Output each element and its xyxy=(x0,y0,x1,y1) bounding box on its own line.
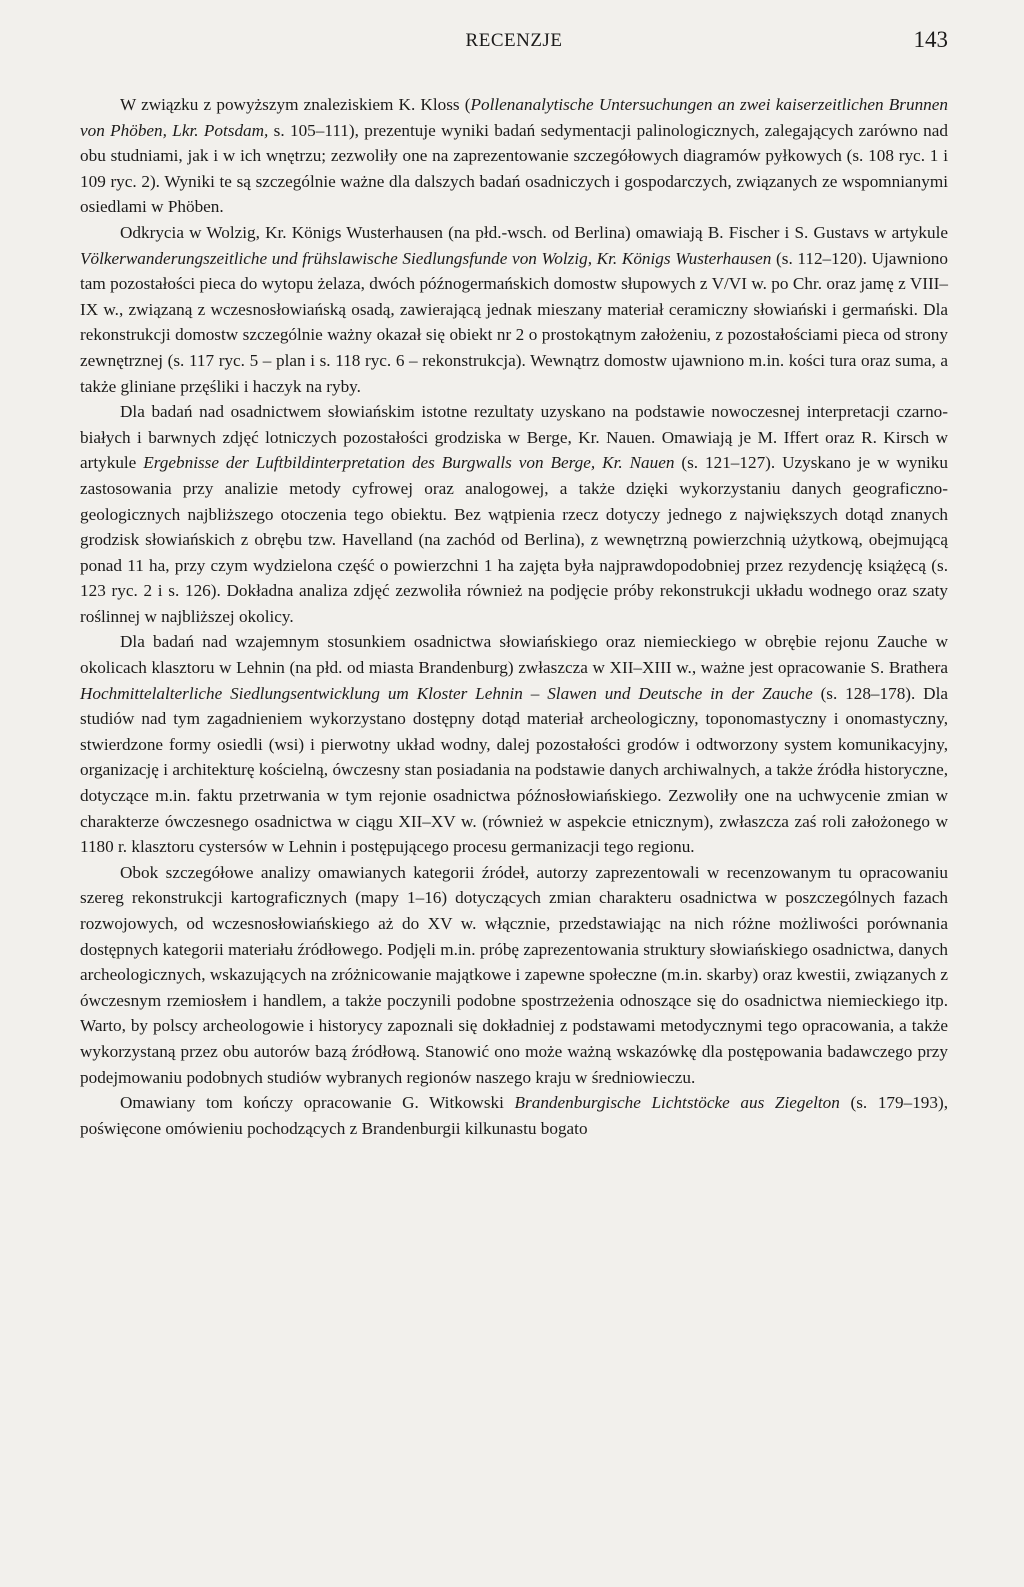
paragraph-3-text: (s. 121–127). Uzyskano je w wyniku zastosowania przy analizie metody cyfrowej oraz analogowej, a także dzięki wykorzystaniu danych geograficzno-geologicznych najbliższego otoczenia tego obiektu. Bez wątpienia rzecz dotyczy jednego z największych dotąd znanych grodzisk słowiańskich z obrębu tzw. Havelland (na zachód od Berlina), z wewnętrzną powierzchnią użytkową, obejmującą ponad 11 ha, przy czym wydzielona część o powierzchni 1 ha zajęta była najprawdopodobniej przez rezydencję książęcą (s. 123 ryc. 2 i s. 126). Dokładna analiza zdjęć zezwoliła również na podjęcie próby rekonstrukcji układu wodnego oraz szaty roślinnej w najbliższej okolicy. xyxy=(80,453,948,626)
paragraph-5 xyxy=(80,860,948,1090)
paragraph-1-italic-title: Pollenanalytische Untersuchungen an zwei kaiserzeitlichen Brunnen von Phöben, Lkr. Potsdam, xyxy=(80,95,948,140)
paragraph-3-italic-title: Ergebnisse der Luftbildinterpretation des Burgwalls von Berge, Kr. Nauen xyxy=(143,453,675,473)
paragraph-6-italic-title: Brandenburgische Lichtstöcke aus Ziegelton xyxy=(514,1093,840,1113)
paragraph-3 xyxy=(80,399,948,629)
review-body-text xyxy=(80,92,948,1141)
paragraph-2-italic-title: Völkerwanderungszeitliche und frühslawische Siedlungsfunde von Wolzig, Kr. Königs Wusterhausen xyxy=(80,248,772,268)
paragraph-6-text: Omawiany tom kończy opracowanie G. Witkowski xyxy=(120,1093,515,1113)
page-number: 143 xyxy=(913,27,948,52)
paragraph-4-text: Dla badań nad wzajemnym stosunkiem osadnictwa słowiańskiego oraz niemieckiego w obrębie rejonu Zauche w okolicach klasztoru w Lehnin (na płd. od miasta Brandenburg) zwłaszcza w XII–XIII w., ważne jest opracowanie S. Brathera xyxy=(80,632,948,678)
paragraph-6 xyxy=(80,1090,948,1141)
paragraph-4-italic-title: Hochmittelalterliche Siedlungsentwicklung um Kloster Lehnin – Slawen und Deutsche in der Zauche xyxy=(80,683,813,703)
paragraph-1 xyxy=(80,92,948,220)
paragraph-2 xyxy=(80,220,948,399)
running-title: RECENZJE xyxy=(465,30,563,51)
paragraph-1-text: W związku z powyższym znaleziskiem K. Kloss ( xyxy=(120,95,471,114)
paragraph-2-text: (s. 112–120). Ujawniono tam pozostałości pieca do wytopu żelaza, dwóch późnogermańskich domostw słupowych z V/VI w. po Chr. oraz jamę z VIII–IX w., związaną z wczesnosłowiańską osadą, zawierającą jednak mieszany materiał ceramiczny słowiański i germański. Dla rekonstrukcji domostw szczególnie ważny okazał się obiekt nr 2 o prostokątnym założeniu, z pozostałościami pieca od strony zewnętrznej (s. 117 ryc. 5 – plan i s. 118 ryc. 6 – rekonstrukcja). Wewnątrz domostw ujawniono m.in. kości tura oraz suma, a także gliniane przęśliki i haczyk na ryby. xyxy=(80,248,948,396)
paragraph-5-text: Obok szczegółowe analizy omawianych kategorii źródeł, autorzy zaprezentowali w recenzowanym tu opracowaniu szereg rekonstrukcji kartograficznych (mapy 1–16) dotyczących zmian charakteru osadnictwa w poszczególnych fazach rozwojowych, od wczesnosłowiańskiego aż do XV w. włącznie, przedstawiając na nich różne możliwości porównania dostępnych kategorii materiału źródłowego. Podjęli m.in. próbę zaprezentowania struktury słowiańskiego osadnictwa, danych archeologicznych, wskazujących na zróżnicowanie majątkowe i zapewne społeczne (m.in. skarby) oraz kwestii, związanych z ówczesnym rzemiosłem i handlem, a także poczynili podobne spostrzeżenia odnoszące się do osadnictwa niemieckiego itp. Warto, by polscy archeologowie i historycy zapoznali się dokładniej z podstawami metodycznymi tego opracowania, a także wykorzystaną przez obu autorów bazą źródłową. Stanowić ono może ważną wskazówkę dla postępowania badawczego przy podejmowaniu podobnych studiów wybranych regionów naszego kraju w średniowieczu. xyxy=(80,862,948,1087)
page-header xyxy=(80,27,948,60)
paragraph-6-text: (s. 179–193), poświęcone omówieniu pochodzących z Brandenburgii kilkunastu bogato xyxy=(80,1093,948,1138)
paragraph-3-text: Dla badań nad osadnictwem słowiańskim istotne rezultaty uzyskano na podstawie nowoczesnej interpretacji czarno-białych i barwnych zdjęć lotniczych pozostałości grodziska w Berge, Kr. Nauen. Omawiają je M. Iffert oraz R. Kirsch w artykule xyxy=(80,402,948,473)
paragraph-1-text: s. 105–111), prezentuje wyniki badań sedymentacji palinologicznych, zalegających zarówno nad obu studniami, jak i w ich wnętrzu; zezwoliły one na zaprezentowanie szczegółowych diagramów pyłkowych (s. 108 ryc. 1 i 109 ryc. 2). Wyniki te są szczególnie ważne dla dalszych badań osadniczych i gospodarczych, związanych ze wspomnianymi osiedlami w Phöben. xyxy=(80,120,948,217)
paragraph-4 xyxy=(80,629,948,859)
paragraph-2-text: Odkrycia w Wolzig, Kr. Königs Wusterhausen (na płd.-wsch. od Berlina) omawiają B. Fischer i S. Gustavs w artykule xyxy=(120,222,948,242)
paragraph-4-text: (s. 128–178). Dla studiów nad tym zagadnieniem wykorzystano dostępny dotąd materiał archeologiczny, toponomastyczny i onomastyczny, stwierdzone formy osiedli (wsi) i pierwotny układ wodny, dalej pozostałości grodów i odtworzony system komunikacyjny, organizację i architekturę kościelną, ówczesny stan posiadania na podstawie danych archiwalnych, a także źródła historyczne, dotyczące m.in. faktu przetrwania w tym rejonie osadnictwa późnosłowiańskiego. Zezwoliły one na uchwycenie zmian w charakterze ówczesnego osadnictwa w ciągu XII–XV w. (również w aspekcie etnicznym), zwłaszcza zaś roli założonego w 1180 r. klasztoru cystersów w Lehnin i postępującego procesu germanizacji tego regionu. xyxy=(80,683,948,857)
